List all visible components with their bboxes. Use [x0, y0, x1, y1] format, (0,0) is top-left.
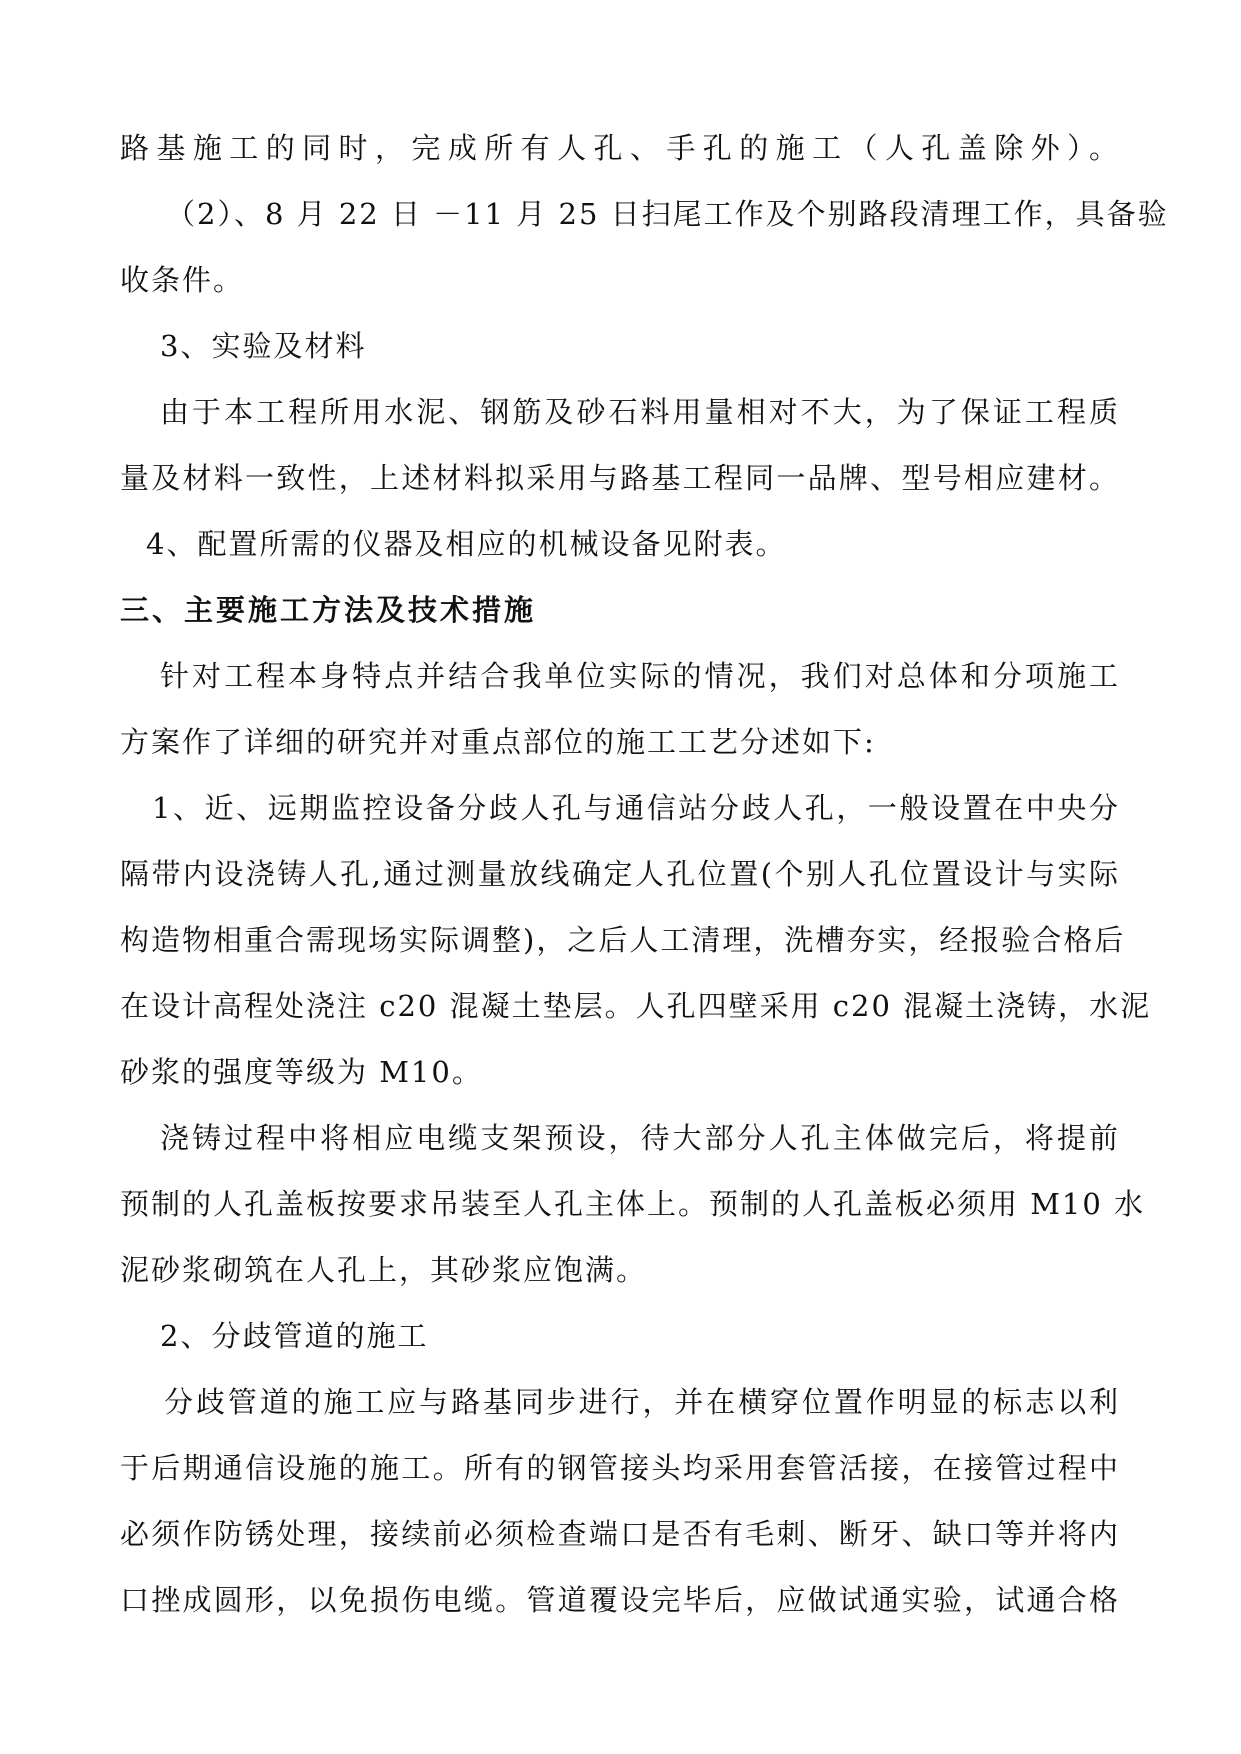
section-4-heading: 4、配置所需的仪器及相应的机械设备见附表。 [146, 527, 787, 561]
text-line-15: 砂浆的强度等级为 M10。 [120, 1055, 483, 1089]
text-line-14: 在设计高程处浇注 c20 混凝土垫层。人孔四壁采用 c20 混凝土浇铸，水泥 [120, 989, 1152, 1023]
section-3-heading: 3、实验及材料 [160, 329, 367, 363]
text-line-1: 路基施工的同时，完成所有人孔、手孔的施工（人孔盖除外）。 [120, 131, 1120, 165]
text-line-5: 由于本工程所用水泥、钢筋及砂石料用量相对不大，为了保证工程质 [160, 395, 1120, 429]
text-line-23: 口挫成圆形，以免损伤电缆。管道覆设完毕后，应做试通实验，试通合格 [120, 1583, 1120, 1617]
text-line-12: 隔带内设浇铸人孔,通过测量放线确定人孔位置(个别人孔位置设计与实际 [120, 857, 1120, 891]
text-line-11: 1、近、远期监控设备分歧人孔与通信站分歧人孔，一般设置在中央分 [152, 791, 1120, 825]
text-line-18: 泥砂浆砌筑在人孔上，其砂浆应饱满。 [120, 1253, 648, 1287]
text-line-20: 分歧管道的施工应与路基同步进行，并在横穿位置作明显的标志以利 [164, 1385, 1120, 1419]
text-line-17: 预制的人孔盖板按要求吊装至人孔主体上。预制的人孔盖板必须用 M10 水 [120, 1187, 1146, 1221]
text-line-9: 针对工程本身特点并结合我单位实际的情况，我们对总体和分项施工 [160, 659, 1120, 693]
text-line-10: 方案作了详细的研究并对重点部位的施工工艺分述如下: [120, 725, 876, 759]
text-line-13: 构造物相重合需现场实际调整)，之后人工清理，洗槽夯实，经报验合格后 [120, 923, 1126, 957]
subsection-2-heading: 2、分歧管道的施工 [160, 1319, 429, 1353]
text-line-6: 量及材料一致性，上述材料拟采用与路基工程同一品牌、型号相应建材。 [120, 461, 1120, 495]
chapter-heading: 三、主要施工方法及技术措施 [120, 593, 537, 627]
text-line-16: 浇铸过程中将相应电缆支架预设，待大部分人孔主体做完后，将提前 [160, 1121, 1120, 1155]
text-line-3: 收条件。 [120, 263, 245, 297]
text-line-2: （2）、8 月 22 日 －11 月 25 日扫尾工作及个别路段清理工作，具备验 [166, 197, 1169, 231]
text-line-21: 于后期通信设施的施工。所有的钢管接头均采用套管活接，在接管过程中 [120, 1451, 1120, 1485]
text-line-22: 必须作防锈处理，接续前必须检查端口是否有毛刺、断牙、缺口等并将内 [120, 1517, 1120, 1551]
